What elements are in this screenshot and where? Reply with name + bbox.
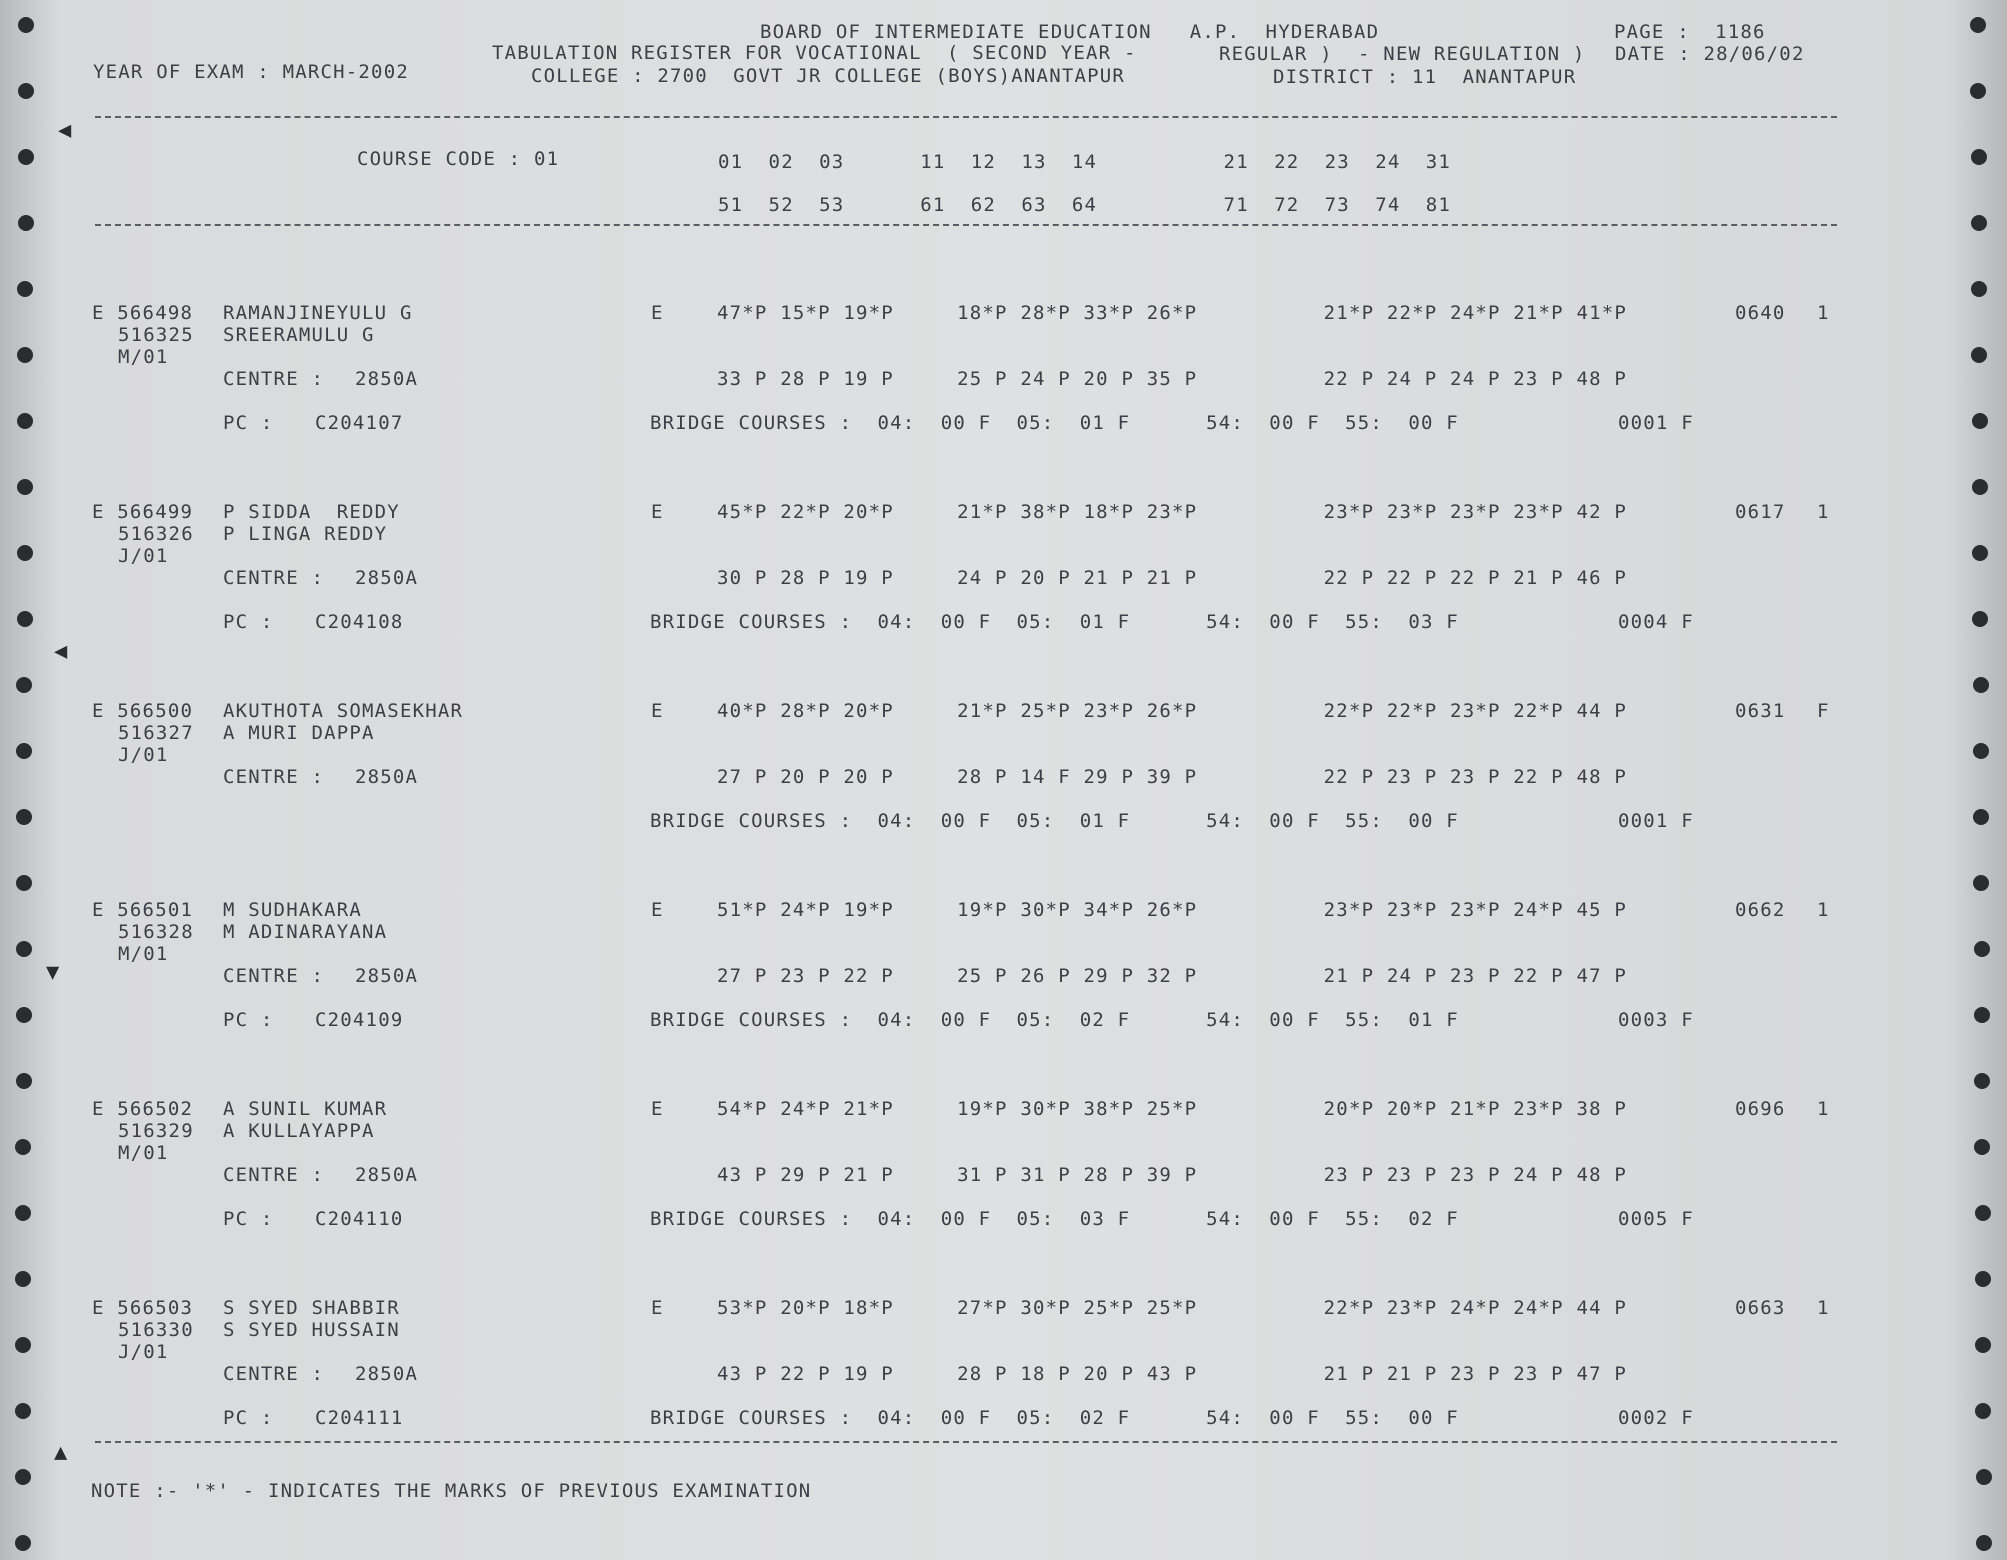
regulation-label: REGULAR ) - NEW REGULATION )	[1219, 43, 1586, 65]
feed-hole	[17, 347, 33, 363]
feed-hole	[17, 281, 33, 297]
feed-arrow-icon: ◀	[54, 639, 68, 664]
college-line: COLLEGE : 2700 GOVT JR COLLEGE (BOYS)ANANTAPUR	[531, 65, 1126, 87]
footer-note: NOTE :- '*' - INDICATES THE MARKS OF PREVIOUS EXAMINATION	[91, 1480, 812, 1502]
marks-row-2: 27 P 23 P 22 P 25 P 26 P 29 P 32 P 21 P 24 P 23 P 22 P 47 P	[717, 965, 1628, 987]
district-line: DISTRICT : 11 ANANTAPUR	[1273, 66, 1577, 88]
header-divider	[95, 116, 1837, 118]
result-code: 1	[1817, 1098, 1830, 1120]
feed-hole	[1973, 809, 1989, 825]
feed-hole	[1970, 17, 1986, 33]
result-code: 1	[1817, 1297, 1830, 1319]
hall-ticket-number: E 566502	[92, 1098, 194, 1120]
feed-hole	[1971, 149, 1987, 165]
exam-type: E	[651, 1297, 664, 1319]
course-codes-row-1: 01 02 03 11 12 13 14 21 22 23 24 31	[718, 151, 1452, 173]
total-marks: 0617	[1735, 501, 1786, 523]
feed-hole	[1972, 479, 1988, 495]
marks-row-1: 54*P 24*P 21*P 19*P 30*P 38*P 25*P 20*P 20*P 21*P 23*P 38 P	[717, 1098, 1628, 1120]
feed-hole	[1971, 281, 1987, 297]
feed-hole	[18, 17, 34, 33]
marks-row-2: 30 P 28 P 19 P 24 P 20 P 21 P 21 P 22 P 22 P 22 P 21 P 46 P	[717, 567, 1628, 589]
group-code: J/01	[118, 1341, 169, 1363]
page-number: PAGE : 1186	[1614, 21, 1766, 43]
exam-type: E	[651, 1098, 664, 1120]
total-marks: 0640	[1735, 302, 1786, 324]
total-marks: 0696	[1735, 1098, 1786, 1120]
bridge-courses: BRIDGE COURSES : 04: 00 F 05: 01 F 54: 00 F 55: 00 F	[650, 810, 1459, 832]
pc-code: C204109	[315, 1009, 404, 1031]
feed-hole	[1976, 1469, 1992, 1485]
feed-hole	[1974, 1139, 1990, 1155]
centre-code: 2850A	[355, 1164, 419, 1186]
feed-arrow-icon: ◀	[58, 118, 72, 143]
feed-hole	[16, 1007, 32, 1023]
pc-label: PC :	[223, 1407, 274, 1429]
feed-hole	[15, 1535, 31, 1551]
result-code: 1	[1817, 302, 1830, 324]
marks-row-1: 47*P 15*P 19*P 18*P 28*P 33*P 26*P 21*P 22*P 24*P 21*P 41*P	[717, 302, 1628, 324]
feed-hole	[1971, 347, 1987, 363]
marks-row-2: 43 P 29 P 21 P 31 P 31 P 28 P 39 P 23 P 23 P 23 P 24 P 48 P	[717, 1164, 1628, 1186]
feed-hole	[15, 1205, 31, 1221]
bridge-total: 0003 F	[1618, 1009, 1694, 1031]
father-name: M ADINARAYANA	[223, 921, 388, 943]
marks-row-2: 43 P 22 P 19 P 28 P 18 P 20 P 43 P 21 P 21 P 23 P 23 P 47 P	[717, 1363, 1628, 1385]
bridge-total: 0001 F	[1618, 412, 1694, 434]
group-code: M/01	[118, 346, 169, 368]
feed-hole	[16, 875, 32, 891]
pc-code: C204107	[315, 412, 404, 434]
feed-hole	[16, 941, 32, 957]
student-name: AKUTHOTA SOMASEKHAR	[223, 700, 464, 722]
pc-label: PC :	[223, 611, 274, 633]
marks-row-1: 53*P 20*P 18*P 27*P 30*P 25*P 25*P 22*P 23*P 24*P 24*P 44 P	[717, 1297, 1628, 1319]
feed-hole	[1974, 1073, 1990, 1089]
pc-code: C204108	[315, 611, 404, 633]
total-marks: 0663	[1735, 1297, 1786, 1319]
register-title: TABULATION REGISTER FOR VOCATIONAL ( SECOND YEAR -	[492, 42, 1137, 64]
feed-hole	[18, 149, 34, 165]
exam-type: E	[651, 302, 664, 324]
feed-hole	[15, 1403, 31, 1419]
bridge-courses: BRIDGE COURSES : 04: 00 F 05: 02 F 54: 00 F 55: 00 F	[650, 1407, 1459, 1429]
registration-number: 516330	[118, 1319, 194, 1341]
bridge-total: 0001 F	[1618, 810, 1694, 832]
marks-row-1: 45*P 22*P 20*P 21*P 38*P 18*P 23*P 23*P 23*P 23*P 23*P 42 P	[717, 501, 1628, 523]
centre-code: 2850A	[355, 766, 419, 788]
pc-label: PC :	[223, 1208, 274, 1230]
pc-label: PC :	[223, 412, 274, 434]
feed-hole	[1973, 743, 1989, 759]
total-marks: 0631	[1735, 700, 1786, 722]
result-code: F	[1817, 700, 1830, 722]
bridge-courses: BRIDGE COURSES : 04: 00 F 05: 01 F 54: 00 F 55: 00 F	[650, 412, 1459, 434]
result-code: 1	[1817, 501, 1830, 523]
exam-type: E	[651, 501, 664, 523]
year-of-exam: YEAR OF EXAM : MARCH-2002	[93, 61, 409, 83]
feed-hole	[15, 1337, 31, 1353]
registration-number: 516326	[118, 523, 194, 545]
father-name: SREERAMULU G	[223, 324, 375, 346]
feed-hole	[15, 1139, 31, 1155]
feed-hole	[17, 413, 33, 429]
feed-hole	[17, 611, 33, 627]
result-code: 1	[1817, 899, 1830, 921]
marks-row-1: 51*P 24*P 19*P 19*P 30*P 34*P 26*P 23*P 23*P 23*P 24*P 45 P	[717, 899, 1628, 921]
father-name: A MURI DAPPA	[223, 722, 375, 744]
feed-hole	[18, 83, 34, 99]
centre-code: 2850A	[355, 1363, 419, 1385]
feed-arrow-icon: ▲	[54, 1440, 68, 1465]
board-title: BOARD OF INTERMEDIATE EDUCATION A.P. HYDERABAD	[760, 21, 1380, 43]
centre-label: CENTRE :	[223, 1363, 325, 1385]
student-name: P SIDDA REDDY	[223, 501, 400, 523]
father-name: A KULLAYAPPA	[223, 1120, 375, 1142]
feed-hole	[1972, 545, 1988, 561]
feed-hole	[1975, 1403, 1991, 1419]
feed-hole	[1972, 413, 1988, 429]
student-name: RAMANJINEYULU G	[223, 302, 413, 324]
exam-type: E	[651, 899, 664, 921]
feed-hole	[18, 215, 34, 231]
student-name: S SYED SHABBIR	[223, 1297, 400, 1319]
marks-row-2: 27 P 20 P 20 P 28 P 14 F 29 P 39 P 22 P 23 P 23 P 22 P 48 P	[717, 766, 1628, 788]
group-code: J/01	[118, 744, 169, 766]
pc-code: C204111	[315, 1407, 404, 1429]
pc-label: PC :	[223, 1009, 274, 1031]
registration-number: 516328	[118, 921, 194, 943]
feed-hole	[1974, 941, 1990, 957]
feed-hole	[17, 479, 33, 495]
feed-hole	[15, 1469, 31, 1485]
student-name: A SUNIL KUMAR	[223, 1098, 388, 1120]
bridge-total: 0005 F	[1618, 1208, 1694, 1230]
feed-hole	[16, 809, 32, 825]
feed-hole	[1973, 677, 1989, 693]
feed-hole	[1975, 1205, 1991, 1221]
centre-code: 2850A	[355, 567, 419, 589]
feed-hole	[1972, 611, 1988, 627]
feed-hole	[1970, 83, 1986, 99]
centre-label: CENTRE :	[223, 965, 325, 987]
feed-arrow-icon: ▼	[46, 960, 60, 985]
hall-ticket-number: E 566500	[92, 700, 194, 722]
tractor-feed-holes-left	[8, 0, 38, 1560]
hall-ticket-number: E 566499	[92, 501, 194, 523]
footer-divider	[95, 1441, 1837, 1443]
feed-hole	[1976, 1535, 1992, 1551]
group-code: J/01	[118, 545, 169, 567]
hall-ticket-number: E 566501	[92, 899, 194, 921]
registration-number: 516325	[118, 324, 194, 346]
tractor-feed-holes-right	[1962, 0, 1992, 1560]
course-codes-row-2: 51 52 53 61 62 63 64 71 72 73 74 81	[718, 194, 1452, 216]
feed-hole	[16, 743, 32, 759]
feed-hole	[16, 1073, 32, 1089]
feed-hole	[1971, 215, 1987, 231]
student-name: M SUDHAKARA	[223, 899, 363, 921]
feed-hole	[1973, 875, 1989, 891]
exam-type: E	[651, 700, 664, 722]
centre-code: 2850A	[355, 368, 419, 390]
group-code: M/01	[118, 1142, 169, 1164]
bridge-courses: BRIDGE COURSES : 04: 00 F 05: 02 F 54: 00 F 55: 01 F	[650, 1009, 1459, 1031]
feed-hole	[1975, 1337, 1991, 1353]
marks-row-2: 33 P 28 P 19 P 25 P 24 P 20 P 35 P 22 P 24 P 24 P 23 P 48 P	[717, 368, 1628, 390]
centre-label: CENTRE :	[223, 368, 325, 390]
registration-number: 516327	[118, 722, 194, 744]
father-name: S SYED HUSSAIN	[223, 1319, 400, 1341]
pc-code: C204110	[315, 1208, 404, 1230]
bridge-courses: BRIDGE COURSES : 04: 00 F 05: 03 F 54: 00 F 55: 02 F	[650, 1208, 1459, 1230]
feed-hole	[1975, 1271, 1991, 1287]
bridge-total: 0002 F	[1618, 1407, 1694, 1429]
centre-label: CENTRE :	[223, 1164, 325, 1186]
father-name: P LINGA REDDY	[223, 523, 388, 545]
bridge-total: 0004 F	[1618, 611, 1694, 633]
feed-hole	[1974, 1007, 1990, 1023]
registration-number: 516329	[118, 1120, 194, 1142]
course-code-divider	[95, 224, 1837, 226]
print-date: DATE : 28/06/02	[1615, 43, 1805, 65]
bridge-courses: BRIDGE COURSES : 04: 00 F 05: 01 F 54: 00 F 55: 03 F	[650, 611, 1459, 633]
hall-ticket-number: E 566498	[92, 302, 194, 324]
centre-code: 2850A	[355, 965, 419, 987]
hall-ticket-number: E 566503	[92, 1297, 194, 1319]
feed-hole	[17, 545, 33, 561]
total-marks: 0662	[1735, 899, 1786, 921]
marks-row-1: 40*P 28*P 20*P 21*P 25*P 23*P 26*P 22*P 22*P 23*P 22*P 44 P	[717, 700, 1628, 722]
centre-label: CENTRE :	[223, 567, 325, 589]
feed-hole	[16, 677, 32, 693]
group-code: M/01	[118, 943, 169, 965]
course-code-label: COURSE CODE : 01	[357, 148, 560, 170]
feed-hole	[15, 1271, 31, 1287]
centre-label: CENTRE :	[223, 766, 325, 788]
